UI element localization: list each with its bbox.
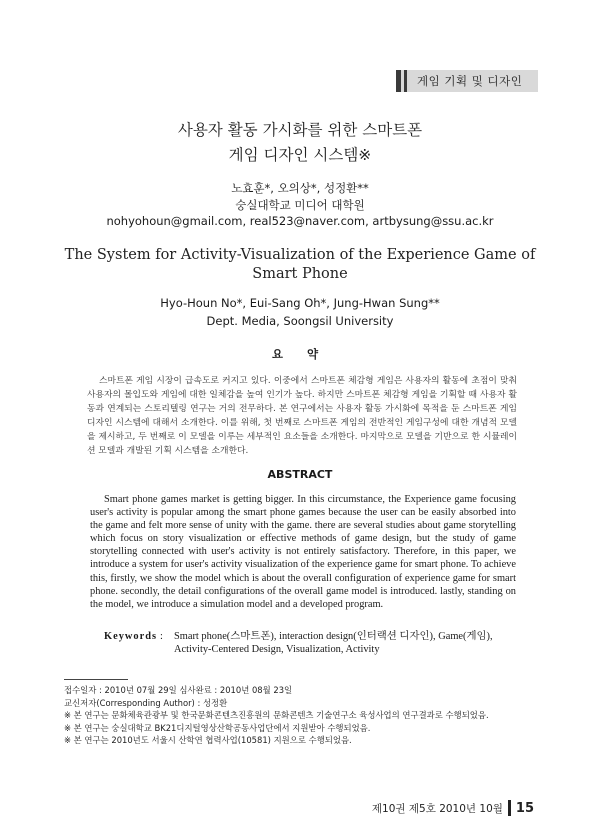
abstract-ko: 스마트폰 게임 시장이 급속도로 커지고 있다. 이중에서 스마트폰 체감형 게임은 사용자의 활동에 초점이 맞춰 사용자의 몰입도와 게임에 대한 일체감을 높여 인기가 높다. 하지만 스마트폰 체감형 게임을 기획할 때 사용자 활동과 연계되는 스토리텔링 연구는 거의 전무하다. 본 연구에서는 사용자 활동 가시화에 목적을 둔 스마트폰 게임 디자인 시스템에 대해서 소개한다. 이를 위해, 첫 번째로 스마트폰 게임의 전반적인 게임구성에 대한 개념적 모델을 제시하고, 두 번째로 이 모델을 이루는 세부적인 요소들을 소개한다. 마지막으로 모델을 기반으로 한 시뮬레이션 모델과 개발된 기획 시스템을 소개한다. [87, 376, 517, 456]
issue-info: 제10권 제5호 2010년 10월 [371, 802, 503, 815]
title-ko-line1: 사용자 활동 가시화를 위한 스마트폰 [177, 121, 423, 139]
keywords [104, 630, 524, 656]
footnote-funding: ※ 본 연구는 숭실대학교 BK21디지털영상산학공동사업단에서 지원받아 수행되었음. [64, 722, 371, 733]
authors-en: Hyo-Houn No*, Eui-Sang Oh*, Jung-Hwan Sung** [160, 296, 440, 310]
keywords-label: Keywords [104, 631, 158, 642]
footnote-funding: ※ 본 연구는 2010년도 서울시 산학연 협력사업(10581) 지원으로 수행되었음. [64, 735, 352, 746]
page-footer [372, 800, 534, 816]
affiliation-ko: 숭실대학교 미디어 대학원 [235, 198, 365, 212]
abstract-en: Smart phone games market is getting bigger. In this circumstance, the Experience game focusing user's activity is popular among the smart phone games because the user can be easily absorbed into the game and felt more sense of unity with the game. there are several studies about game storytelling which focus on story visualization or effective methods of game design, but the study of game storytelling connected with user's activity is not entirely satisfactory. Therefore, in this paper, we introduce a system for user's activity visualization of the experience game for smart phone. To achieve this, firstly, we show the model which is about the overall configuration of experience game for smart phone. secondly, the detail configurations of the overall game model is introduced. lastly, standing on the model, we introduce a simulation model and a developed program. [90, 494, 516, 610]
authors-ko: 노효훈*, 오의상*, 성정환** [231, 181, 369, 195]
footnote-corresponding: 교신저자(Corresponding Author) : 성정환 [64, 697, 228, 708]
footnotes [64, 684, 534, 747]
abstract-ko-heading: 요 약 [271, 347, 329, 361]
footnote-funding: ※ 본 연구는 문화체육관광부 및 한국문화콘텐츠진흥원의 문화콘텐츠 기술연구소 육성사업의 연구결과로 수행되었음. [64, 710, 489, 721]
page-number: 15 [515, 800, 534, 816]
tag-bar-icon [404, 70, 407, 92]
section-tag [396, 70, 538, 92]
author-emails: nohyohoun@gmail.com, real523@naver.com, artbysung@ssu.ac.kr [106, 214, 494, 228]
keywords-colon: : [160, 631, 163, 642]
affiliation-en: Dept. Media, Soongsil University [206, 314, 394, 328]
abstract-en-heading: ABSTRACT [267, 468, 333, 481]
tag-bar-icon [396, 70, 401, 92]
keywords-text: Smart phone(스마트폰), interaction design(인터랙션 디자인), Game(게임), Activity-Centered Design, Visualization, Activity [174, 631, 493, 655]
footnote-divider [64, 679, 128, 680]
section-tag-label: 게임 기획 및 디자인 [417, 74, 523, 88]
title-en: The System for Activity-Visualization of the Experience Game of Smart Phone [64, 247, 536, 282]
title-ko-line2: 게임 디자인 시스템※ [228, 146, 372, 164]
page-bar-icon [508, 800, 511, 816]
footnote-dates: 접수일자 : 2010년 07월 29일 심사완료 : 2010년 08월 23일 [64, 685, 293, 695]
